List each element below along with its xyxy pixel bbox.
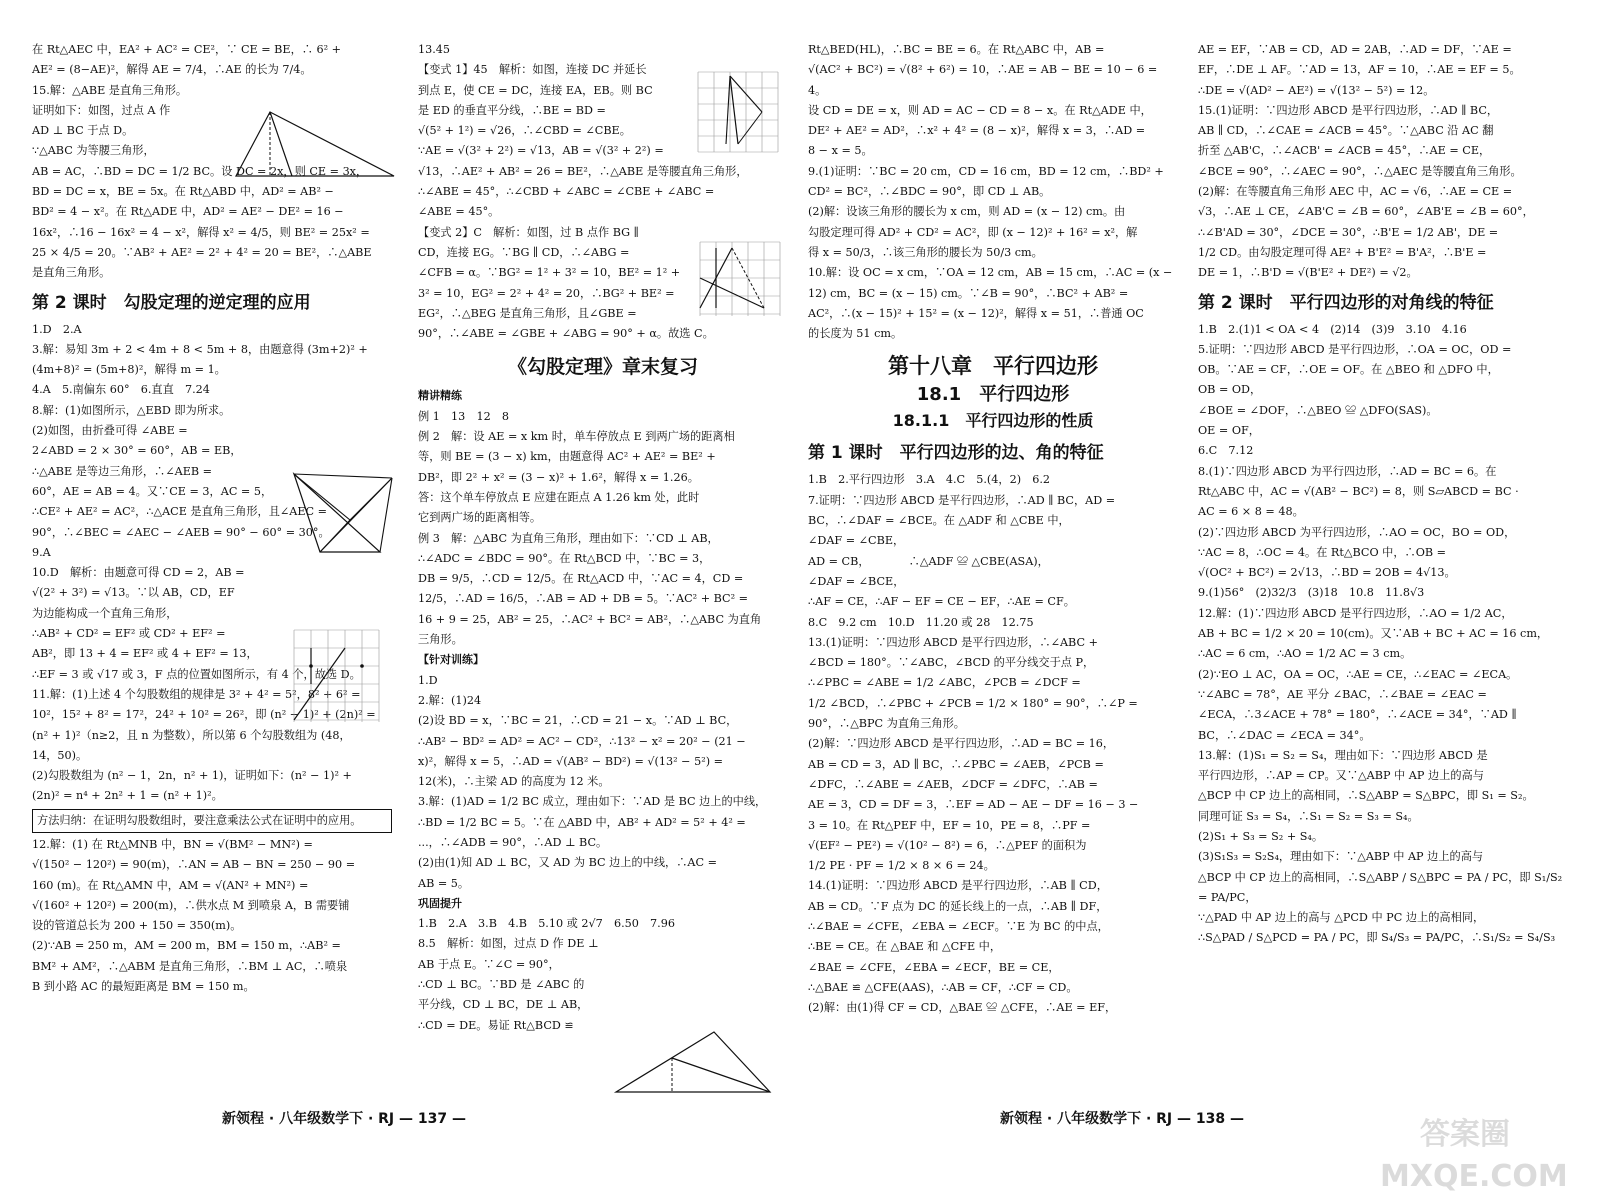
triangle-figure-15 bbox=[232, 106, 402, 186]
text-line: ∵△PAD 中 AP 边上的高与 △PCD 中 PC 边上的高相同， bbox=[1198, 911, 1485, 925]
text-line: ∠CFB = α。∵BG² = 1² + 3² = 10，BE² = 1² + bbox=[418, 266, 681, 280]
text-line: ∴DE = √(AD² − AE²) = √(13² − 5²) = 12。 bbox=[1198, 83, 1435, 97]
text-line: (2)S₁ + S₃ = S₂ + S₄。 bbox=[1198, 829, 1324, 843]
text-line: CD，连接 EG。∵BG ∥ CD，∴∠ABG = bbox=[418, 245, 630, 259]
text-line: 9.(1)56° (2)32/3 (3)18 10.8 11.8√3 bbox=[1198, 586, 1425, 600]
text-line: ∠BOE = ∠DOF，∴△BEO ≌ △DFO(SAS)。 bbox=[1198, 403, 1438, 417]
watermark-logo bbox=[1360, 1106, 1590, 1196]
text-line: OB = OD， bbox=[1198, 383, 1262, 397]
text-line: ∴AC = 6 cm，∴AO = 1/2 AC = 3 cm。 bbox=[1198, 647, 1412, 661]
column-2 bbox=[418, 40, 788, 1036]
text-line: ∵AE = √(3² + 2²) = √13，AB = √(3² + 2²) = bbox=[418, 144, 664, 158]
text-line: (2)解：设该三角形的腰长为 x cm，则 AD = (x − 12) cm。由 bbox=[808, 205, 1126, 219]
text-line: 160 (m)。在 Rt△AMN 中，AM = √(AN² + MN²) = bbox=[32, 878, 309, 892]
text-line: 6.C 7.12 bbox=[1198, 444, 1254, 458]
text-line: AB 于点 E。∵∠C = 90°， bbox=[418, 957, 560, 971]
text-line: 三角形。 bbox=[418, 633, 463, 647]
text-line: √(AC² + BC²) = √(8² + 6²) = 10，∴AE = AB − BE = 10 − 6 = 4。 bbox=[808, 63, 1161, 97]
text-line: BC，∴∠DAC = ∠ECA = 34°。 bbox=[1198, 728, 1371, 742]
text-line: 1.B 2.(1)1 < OA < 4 (2)14 (3)9 3.10 4.16 bbox=[1198, 322, 1467, 336]
text-line: BD = DC = x，BE = 5x。在 Rt△ABD 中，AD² = AB² − bbox=[32, 185, 334, 199]
text-line: ∵∠ABC = 78°，AE 平分 ∠BAC，∴∠BAE = ∠EAC = bbox=[1198, 687, 1487, 701]
text-line: BD² = 4 − x²。在 Rt△ADE 中，AD² = AE² − DE² = 16 − bbox=[32, 205, 344, 219]
text-line: 13.解：(1)S₁ = S₂ = S₄，理由如下：∵四边形 ABCD 是 bbox=[1198, 748, 1488, 762]
text-line: 14.(1)证明：∵四边形 ABCD 是平行四边形，∴AB ∥ CD， bbox=[808, 879, 1108, 893]
text-line: 得 x = 50/3，∴该三角形的腰长为 50/3 cm。 bbox=[808, 245, 1043, 259]
text-line: AB²，即 13 + 4 = EF² 或 4 + EF² = 13， bbox=[32, 647, 258, 661]
text-line: (2)解：∵四边形 ABCD 是平行四边形，∴AD = BC = 16， bbox=[808, 737, 1115, 751]
text-line: AB ∥ CD，∴∠CAE = ∠ACB = 45°。∵△ABC 沿 AC 翻 bbox=[1198, 124, 1494, 138]
text-line: ∴BD = 1/2 BC = 5。∵在 △ABD 中，AB² + AD² = 5² + 4² = bbox=[418, 815, 746, 829]
text-line: √3，∴AE ⊥ CE，∠AB'C = ∠B = 60°，∠AB'E = ∠B = 60°， bbox=[1198, 205, 1534, 219]
text-line: DE = 1，∴B'D = √(B'E² + DE²) = √2。 bbox=[1198, 266, 1418, 280]
text-line: ∠ECA，∴3∠ACE + 78° = 180°，∴∠ACE = 34°，∵AD ∥ bbox=[1198, 708, 1517, 722]
text-line: 2.解：(1)24 bbox=[418, 693, 482, 707]
text-line: 1.D 2.A bbox=[32, 322, 82, 336]
grid-figure-variant-1 bbox=[690, 68, 790, 156]
text-line: ∠DAF = ∠BCE， bbox=[808, 574, 905, 588]
text-line: 是直角三角形。 bbox=[32, 266, 111, 280]
section-tag: 精讲精练 bbox=[418, 389, 462, 403]
text-line: 90°，∴∠ABE = ∠GBE + ∠ABG = 90° + α。故选 C。 bbox=[418, 327, 714, 341]
watermark-domain: MXQE.COM bbox=[1380, 1159, 1568, 1194]
text-line: AB = 5。 bbox=[418, 876, 470, 890]
text-line: 13.45 bbox=[418, 43, 451, 56]
text-line: AE = EF，∵AB = CD，AD = 2AB，∴AD = DF，∵AE = bbox=[1198, 43, 1512, 56]
text-line: 12.解：(1)∵四边形 ABCD 是平行四边形，∴AO = 1/2 AC， bbox=[1198, 606, 1513, 620]
text-line: (2)∵EO ⊥ AC，OA = OC，∴AE = CE，∴∠EAC = ∠ECA。 bbox=[1198, 667, 1518, 681]
text-line: √(2² + 3²) = √13。∵以 AB，CD，EF bbox=[32, 586, 235, 600]
text-line: ∴CE² + AE² = AC²，∴△ACE 是直角三角形，且∠AEC = bbox=[32, 505, 328, 519]
text-line: ∴AB² + CD² = EF² 或 CD² + EF² = bbox=[32, 627, 226, 641]
text-line: ∴CD = DE。易证 Rt△BCD ≌ bbox=[418, 1018, 574, 1032]
text-line: ∵AC = 8，∴OC = 4。在 Rt△BCO 中，∴OB = bbox=[1198, 545, 1447, 559]
text-line: x)²，解得 x = 5，∴AD = √(AB² − BD²) = √(13² − 5²) = bbox=[418, 754, 723, 768]
triangle-figure-8-5 bbox=[612, 1028, 782, 1098]
text-line: DB = 9/5，∴CD = 12/5。在 Rt△ACD 中，∵AC = 4，CD = bbox=[418, 572, 744, 586]
text-line: AB = CD。∵F 点为 DC 的延长线上的一点，∴AB ∥ DF， bbox=[808, 899, 1108, 913]
text-line: AC = 6 × 8 = 48。 bbox=[1198, 505, 1304, 519]
text-line: 8.C 9.2 cm 10.D 11.20 或 28 12.75 bbox=[808, 615, 1034, 629]
text-line: ∠DFC，∴∠ABE = ∠AEB，∠DCF = ∠DFC，∴AB = bbox=[808, 777, 1098, 791]
text-line: 它到两广场的距离相等。 bbox=[418, 511, 542, 525]
text-line: √(OC² + BC²) = 2√13，∴BD = 2OB = 4√13。 bbox=[1198, 566, 1456, 580]
text-line: (n² + 1)²（n≥2，且 n 为整数），所以第 6 个勾股数组为 (48， bbox=[32, 728, 351, 742]
text-line: BC，∴∠DAF = ∠BCE。在 △ADF 和 △CBE 中， bbox=[808, 514, 1070, 528]
text-line: 勾股定理可得 AD² + CD² = AC²，即 (x − 12)² + 16² = x²，解 bbox=[808, 225, 1138, 239]
text-line: 12) cm，BC = (x − 15) cm。∵∠B = 90°，∴BC² + AB² = bbox=[808, 286, 1129, 300]
text-line: DE² + AE² = AD²，∴x² + 4² = (8 − x)²，解得 x = 3，∴AD = bbox=[808, 124, 1146, 138]
text-line: ∠ABE = 45°。 bbox=[418, 205, 500, 219]
text-line: ∴∠BAE = ∠CFE，∠EBA = ∠ECF。∵E 为 BC 的中点， bbox=[808, 919, 1109, 933]
text-line: √(150² − 120²) = 90(m)，∴AN = AB − BN = 250 − 90 = bbox=[32, 858, 356, 872]
text-line: Rt△BED(HL)，∴BC = BE = 6。在 Rt△ABC 中，AB = bbox=[808, 43, 1105, 56]
text-line: 10.D 解析：由题意可得 CD = 2，AB = bbox=[32, 566, 245, 580]
section-tag: 【针对训练】 bbox=[418, 653, 484, 667]
text-line: 例 3 解：△ABC 为直角三角形，理由如下：∵CD ⊥ AB， bbox=[418, 531, 719, 545]
text-line: 3.解：(1)AD = 1/2 BC 成立，理由如下：∵AD 是 BC 边上的中线， bbox=[418, 795, 767, 809]
text-line: 90°，∴△BPC 为直角三角形。 bbox=[808, 717, 965, 731]
text-line: 3² = 10，EG² = 2² + 4² = 20，∴BG² + BE² = bbox=[418, 286, 675, 300]
text-line: 答：这个单车停放点 E 应建在距点 A 1.26 km 处，此时 bbox=[418, 490, 700, 504]
text-line: 8 − x = 5。 bbox=[808, 144, 873, 158]
text-line: 8.5 解析：如图，过点 D 作 DE ⊥ bbox=[418, 937, 599, 951]
text-line: 1.B 2.平行四边形 3.A 4.C 5.(4，2) 6.2 bbox=[808, 473, 1051, 487]
text-line: (2n)² = n⁴ + 2n² + 1 = (n² + 1)²。 bbox=[32, 789, 223, 803]
text-line: 1.D bbox=[418, 673, 438, 687]
text-line: OB。∵AE = CF，∴OE = OF。在 △BEO 和 △DFO 中， bbox=[1198, 363, 1499, 377]
fold-figure-8 bbox=[290, 470, 400, 560]
text-line: 1/2 CD。由勾股定理可得 AE² + B'E² = B'A²，∴B'E = bbox=[1198, 245, 1487, 259]
text-line: √(160² + 120²) = 200(m)，∴供水点 M 到喷泉 A，B 需要铺 bbox=[32, 898, 350, 912]
lesson-heading: 第 2 课时 平行四边形的对角线的特征 bbox=[1198, 292, 1494, 313]
text-line: √(EF² − PE²) = √(10² − 8²) = 6，∴△PEF 的面积为 bbox=[808, 838, 1087, 852]
text-line: (3)S₁S₃ = S₂S₄，理由如下：∵△ABP 中 AP 边上的高与 bbox=[1198, 850, 1484, 864]
text-line: 15.(1)证明：∵四边形 ABCD 是平行四边形，∴AD ∥ BC， bbox=[1198, 103, 1499, 117]
text-line: 【变式 1】45 解析：如图，连接 DC 并延长 bbox=[418, 63, 647, 77]
grid-figure-variant-2 bbox=[694, 238, 784, 322]
text-line: 等，则 BE = (3 − x) km，由题意得 AC² + AE² = BE² + bbox=[418, 450, 716, 464]
text-line: 10.解：设 OC = x cm，∵OA = 12 cm，AB = 15 cm，∴AC = (x − bbox=[808, 266, 1173, 280]
text-line: 证明如下：如图，过点 A 作 bbox=[32, 103, 171, 117]
text-line: 3 = 10。在 Rt△PEF 中，EF = 10，PE = 8，∴PF = bbox=[808, 818, 1091, 832]
text-line: △BCP 中 CP 边上的高相同，∴S△ABP = S△BPC，即 S₁ = S₂。 bbox=[1198, 789, 1534, 803]
text-line: (2)解：由(1)得 CF = CD，△BAE ≌ △CFE，∴AE = EF， bbox=[808, 1001, 1117, 1015]
text-line: AB = AC，∴BD = DC = 1/2 BC。设 DC = 2x，则 CE = 3x， bbox=[32, 164, 368, 178]
text-line: (2)设 BD = x，∵BC = 21，∴CD = 21 − x。∵AD ⊥ BC， bbox=[418, 714, 738, 728]
lesson-heading: 第 2 课时 勾股定理的逆定理的应用 bbox=[32, 292, 311, 313]
watermark-text: 答案圈 bbox=[1420, 1117, 1510, 1152]
text-line: 3.解：易知 3m + 2 < 4m + 8 < 5m + 8，由题意得 (3m+2)² + bbox=[32, 342, 368, 356]
subsection-heading: 18.1.1 平行四边形的性质 bbox=[892, 411, 1094, 431]
text-line: EF，∴DE ⊥ AF。∵AD = 13，AF = 10，∴AE = EF = 5。 bbox=[1198, 63, 1521, 77]
text-line: 例 2 解：设 AE = x km 时，单车停放点 E 到两广场的距离相 bbox=[418, 430, 735, 444]
text-line: AE = 3，CD = DF = 3，∴EF = AD − AE − DF = 16 − 3 − bbox=[808, 798, 1139, 812]
text-line: Rt△ABC 中，AC = √(AB² − BC²) = 8，则 S▱ABCD = BC · bbox=[1198, 484, 1519, 498]
text-line: B 到小路 AC 的最短距离是 BM = 150 m。 bbox=[32, 980, 255, 994]
text-line: (2)勾股数组为 (n² − 1，2n，n² + 1)，证明如下：(n² − 1)² + bbox=[32, 769, 352, 783]
text-line: ∴∠PBC = ∠ABE = 1/2 ∠ABC，∠PCB = ∠DCF = bbox=[808, 676, 1081, 690]
text-line: 4.A 5.南偏东 60° 6.直直 7.24 bbox=[32, 383, 210, 397]
text-line: 1.B 2.A 3.B 4.B 5.10 或 2√7 6.50 7.96 bbox=[418, 917, 675, 931]
text-line: 在 Rt△AEC 中，EA² + AC² = CE²，∵ CE = BE，∴ 6² + bbox=[32, 43, 342, 56]
text-line: BM² + AM²，∴△ABM 是直角三角形，∴BM ⊥ AC，∴喷泉 bbox=[32, 959, 348, 973]
text-line: 设的管道总长为 200 + 150 = 350(m)。 bbox=[32, 919, 242, 933]
text-line: ∴AF = CE，∴AF − EF = CE − EF，∴AE = CF。 bbox=[808, 595, 1075, 609]
text-line: 9.A bbox=[32, 545, 51, 559]
text-line: CD² = BC²，∴∠BDC = 90°，即 CD ⊥ AB。 bbox=[808, 185, 1051, 199]
text-line: 为边能构成一个直角三角形， bbox=[32, 606, 178, 620]
method-summary-box: 方法归纳：在证明勾股数组时，要注意乘法公式在证明中的应用。 bbox=[32, 809, 392, 833]
text-line: (2)∵四边形 ABCD 为平行四边形，∴AO = OC，BO = OD， bbox=[1198, 525, 1516, 539]
text-line: EG²，∴△BEG 是直角三角形，且∠GBE = bbox=[418, 306, 637, 320]
text-line: 60°，AE = AB = 4。又∵CE = 3，AC = 5， bbox=[32, 484, 273, 498]
chapter-review-heading: 《勾股定理》章末复习 bbox=[507, 356, 698, 379]
text-line: 10²，15² + 8² = 17²，24² + 10² = 26²，即 (n² − 1)² + (2n)² = bbox=[32, 708, 376, 722]
text-line: (4m+8)² = (5m+8)²，解得 m = 1。 bbox=[32, 363, 226, 377]
text-line: ∠DAF = ∠CBE， bbox=[808, 534, 905, 548]
text-line: 的长度为 51 cm。 bbox=[808, 327, 903, 341]
text-line: 平行四边形，∴AP = CP。又∵△ABP 中 AP 边上的高与 bbox=[1198, 769, 1484, 783]
text-line: 16 + 9 = 25，AB² = 25，∴AC² + BC² = AB²，∴△ABC 为直角 bbox=[418, 612, 762, 626]
text-line: ∠BAE = ∠CFE，∠EBA = ∠ECF，BE = CE， bbox=[808, 960, 1060, 974]
text-line: 例 1 13 12 8 bbox=[418, 409, 510, 423]
text-line: ∴S△PAD / S△PCD = PA / PC，即 S₄/S₃ = PA/PC，∴S₁/S₂ = S₄/S₃ bbox=[1198, 931, 1556, 945]
text-line: 同理可证 S₃ = S₄，∴S₁ = S₂ = S₃ = S₄。 bbox=[1198, 809, 1419, 823]
text-line: √13，∴AE² + AB² = 26 = BE²，∴△ABE 是等腰直角三角形， bbox=[418, 164, 748, 178]
text-line: 折至 △AB'C，∴∠ACB' = ∠ACB = 45°，∴AE = CE， bbox=[1198, 144, 1491, 158]
text-line: 25 × 4/5 = 20。∵AB² + AE² = 2² + 4² = 20 = BE²，∴△ABE bbox=[32, 245, 372, 259]
chapter-heading: 第十八章 平行四边形 bbox=[888, 354, 1098, 379]
text-line: AC²，∴(x − 15)² + 15² = (x − 12)²，解得 x = 51，∴普通 OC bbox=[808, 306, 1144, 320]
text-line: (2)由(1)知 AD ⊥ BC，又 AD 为 BC 边上的中线，∴AC = bbox=[418, 856, 718, 870]
text-line: 8.解：(1)如图所示，△EBD 即为所求。 bbox=[32, 403, 231, 417]
text-line: 1/2 ∠BCD，∴∠PBC + ∠PCB = 1/2 × 180° = 90°，∴∠P = bbox=[808, 696, 1138, 710]
text-line: 15.解：△ABE 是直角三角形。 bbox=[32, 83, 188, 97]
text-line: AE² = (8−AE)²，解得 AE = 7/4，∴AE 的长为 7/4。 bbox=[32, 63, 312, 77]
text-line: 1/2 PE · PF = 1/2 × 8 × 6 = 24。 bbox=[808, 859, 995, 873]
text-line: DB²，即 2² + x² = (3 − x)² + 1.6²，解得 x = 1.26。 bbox=[418, 470, 699, 484]
text-line: △BCP 中 CP 边上的高相同，∴S△ABP / S△BPC = PA / PC，即 S₁/S₂ = PA/PC， bbox=[1198, 870, 1566, 904]
column-4 bbox=[1198, 40, 1570, 949]
text-line: ∴∠ADC = ∠BDC = 90°。在 Rt△BCD 中，∵BC = 3， bbox=[418, 551, 711, 565]
text-line: 7.证明：∵四边形 ABCD 是平行四边形，∴AD ∥ BC，AD = bbox=[808, 493, 1116, 507]
text-line: AD ⊥ BC 于点 D。 bbox=[32, 124, 134, 138]
text-line: 8.(1)∵四边形 ABCD 为平行四边形，∴AD = BC = 6。在 bbox=[1198, 464, 1497, 478]
text-line: 9.(1)证明：∵BC = 20 cm，CD = 16 cm，BD = 12 cm，∴BD² + bbox=[808, 164, 1164, 178]
text-line: 平分线，CD ⊥ BC，DE ⊥ AB， bbox=[418, 998, 589, 1012]
text-line: 5.证明：∵四边形 ABCD 是平行四边形，∴OA = OC，OD = bbox=[1198, 342, 1512, 356]
column-3 bbox=[808, 40, 1178, 1018]
text-line: ∴CD ⊥ BC。∵BD 是 ∠ABC 的 bbox=[418, 978, 585, 992]
text-line: 到点 E，使 CE = DC，连接 EA，EB。则 BC bbox=[418, 83, 653, 97]
text-line: ∴△ABE 是等边三角形，∴∠AEB = bbox=[32, 464, 213, 478]
text-line: 90°，∴∠BEC = ∠AEC − ∠AEB = 90° − 60° = 30°。 bbox=[32, 525, 330, 539]
text-line: ∴△BAE ≌ △CFE(AAS)，∴AB = CF，∴CF = CD。 bbox=[808, 980, 1078, 994]
text-line: 16x²，∴16 − 16x² = 4 − x²，解得 x² = 4/5，则 BE² = 25x² = bbox=[32, 225, 370, 239]
text-line: 2∠ABD = 2 × 30° = 60°，AB = EB， bbox=[32, 444, 242, 458]
text-line: ∠BCE = 90°，∴∠AEC = 90°，∴△AEC 是等腰直角三角形。 bbox=[1198, 164, 1522, 178]
text-line: ∴AB² − BD² = AD² = AC² − CD²，∴13² − x² = 20² − (21 − bbox=[418, 734, 746, 748]
text-line: ∴EF = 3 或 √17 或 3，F 点的位置如图所示，有 4 个，故选 D。 bbox=[32, 667, 361, 681]
text-line: ∠BCD = 180°。∵∠ABC，∠BCD 的平分线交于点 P， bbox=[808, 656, 1095, 670]
text-line: AD = CB， ∴△ADF ≌ △CBE(ASA)， bbox=[808, 554, 1049, 568]
grid-figure-10 bbox=[280, 626, 390, 726]
text-line: 设 CD = DE = x，则 AD = AC − CD = 8 − x。在 Rt△ADE 中， bbox=[808, 103, 1152, 117]
text-line: AB = CD = 3，AD ∥ BC，∴∠PBC = ∠AEB，∠PCB = bbox=[808, 757, 1104, 771]
text-line: 11.解：(1)上述 4 个勾股数组的规律是 3² + 4² = 5²，8² + 6² = bbox=[32, 687, 361, 701]
text-line: AB + BC = 1/2 × 20 = 10(cm)。又∵AB + BC + AC = 16 cm， bbox=[1198, 627, 1549, 641]
text-line: √(5² + 1²) = √26，∴∠CBD = ∠CBE。 bbox=[418, 124, 631, 138]
text-line: 12(米)，∴主梁 AD 的高度为 12 米。 bbox=[418, 775, 610, 789]
footer-right: 新领程 · 八年级数学下 · RJ — 138 — bbox=[1000, 1111, 1244, 1127]
text-line: (2)∵AB = 250 m，AM = 200 m，BM = 150 m，∴AB² = bbox=[32, 939, 341, 953]
text-line: ∴∠B'AD = 30°，∠DCE = 30°，∴B'E = 1/2 AB'，DE = bbox=[1198, 225, 1499, 239]
text-line: 14，50)。 bbox=[32, 748, 88, 762]
text-line: OE = OF， bbox=[1198, 424, 1260, 438]
footer-left: 新领程 · 八年级数学下 · RJ — 137 — bbox=[222, 1111, 466, 1127]
section-heading: 18.1 平行四边形 bbox=[916, 384, 1070, 406]
text-line: (2)如图，由折叠可得 ∠ABE = bbox=[32, 424, 188, 438]
text-line: ∵△ABC 为等腰三角形， bbox=[32, 144, 155, 158]
text-line: ...，∴∠ADB = 90°，∴AD ⊥ BC。 bbox=[418, 835, 608, 849]
text-line: ∴∠ABE = 45°，∴∠CBD + ∠ABC = ∠CBE + ∠ABC = bbox=[418, 185, 715, 199]
lesson-heading: 第 1 课时 平行四边形的边、角的特征 bbox=[808, 443, 1104, 464]
section-tag: 巩固提升 bbox=[418, 896, 462, 910]
text-line: 【变式 2】C 解析：如图，过 B 点作 BG ∥ bbox=[418, 225, 639, 239]
text-line: 12/5，∴AD = 16/5，∴AB = AD + DB = 5。∵AC² + BC² = bbox=[418, 592, 749, 606]
text-line: 12.解：(1) 在 Rt△MNB 中，BN = √(BM² − MN²) = bbox=[32, 837, 313, 851]
text-line: ∴BE = CE。在 △BAE 和 △CFE 中， bbox=[808, 940, 1002, 954]
text-line: 是 ED 的垂直平分线，∴BE = BD = bbox=[418, 103, 606, 117]
text-line: (2)解：在等腰直角三角形 AEC 中，AC = √6，∴AE = CE = bbox=[1198, 185, 1513, 199]
text-line: 13.(1)证明：∵四边形 ABCD 是平行四边形，∴∠ABC + bbox=[808, 635, 1098, 649]
